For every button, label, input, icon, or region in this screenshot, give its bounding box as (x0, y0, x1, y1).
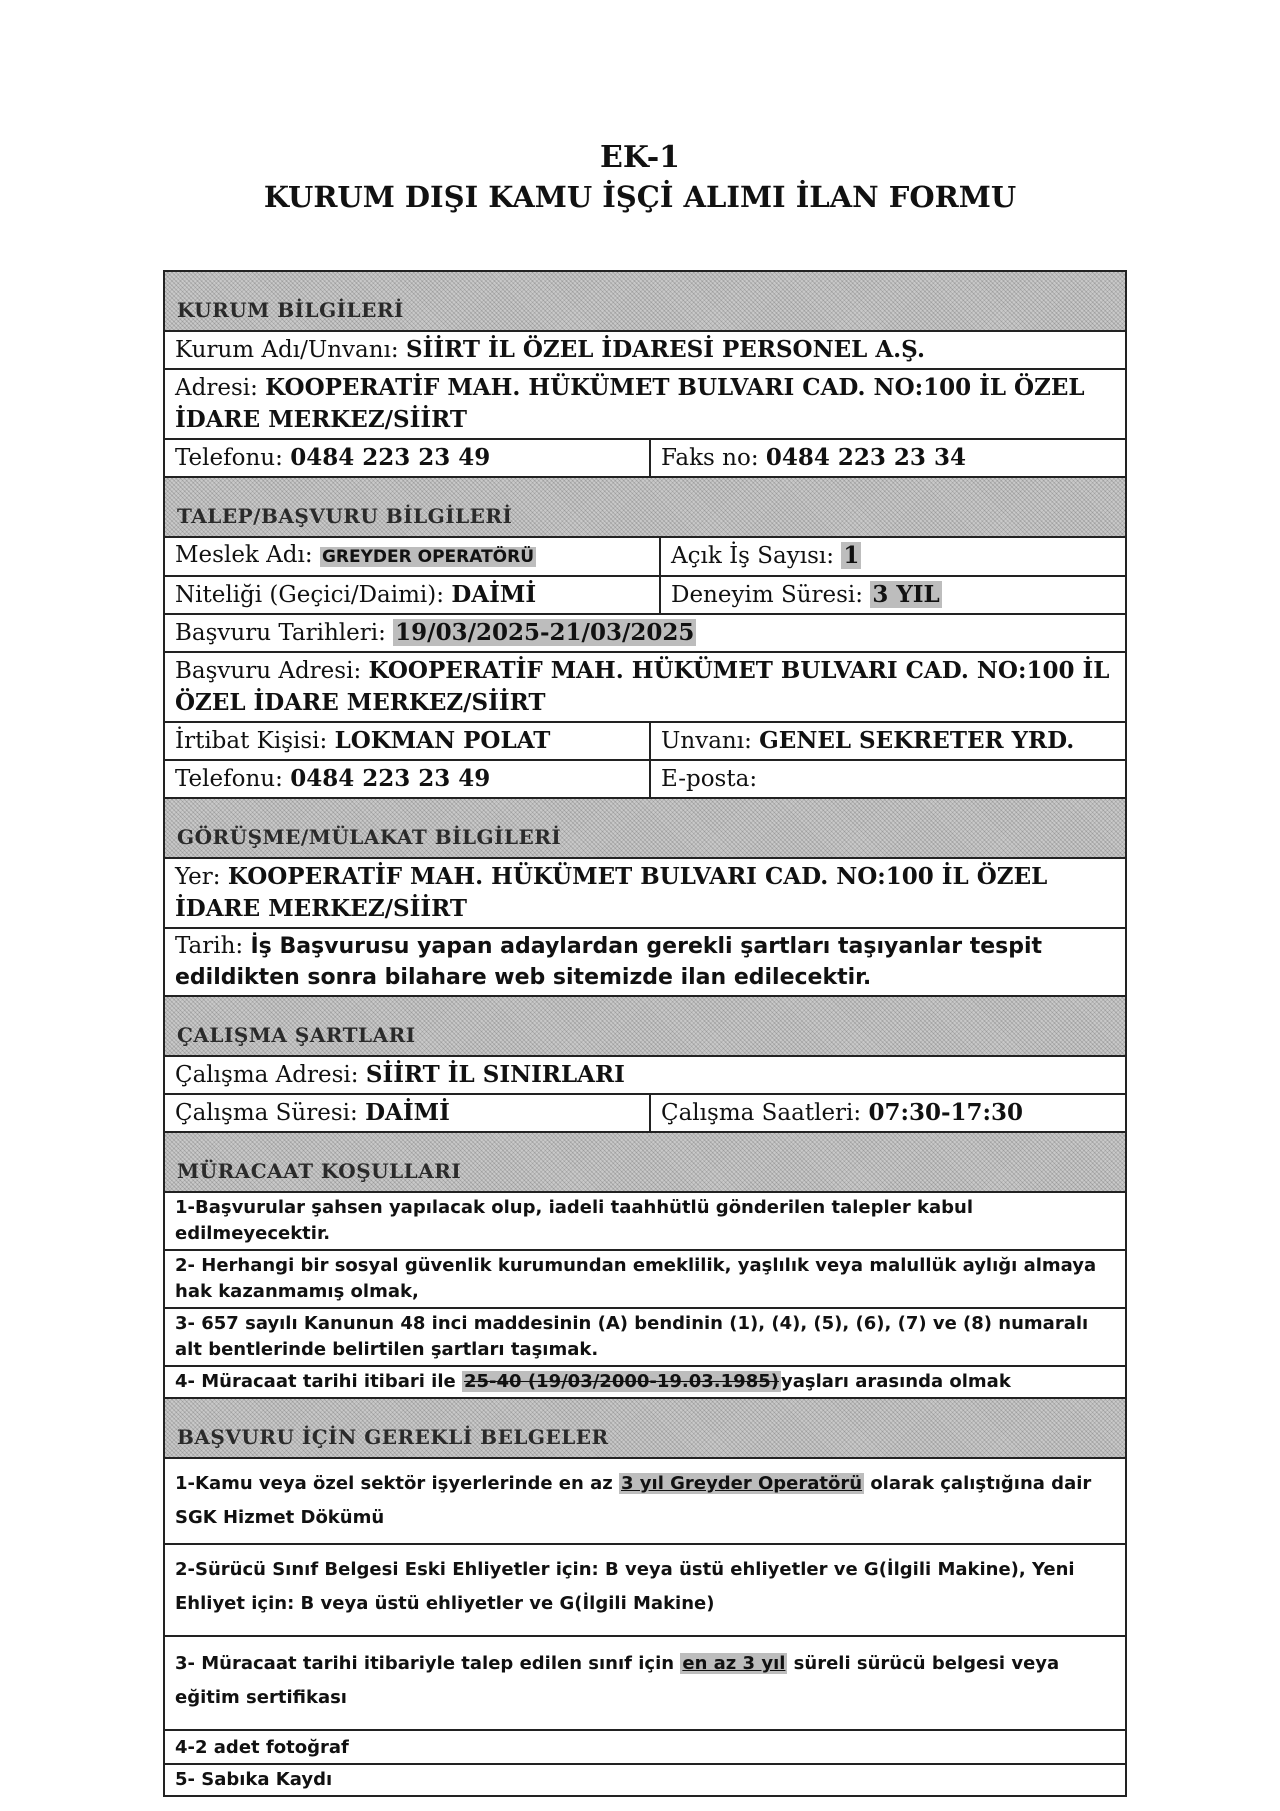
contact-label: İrtibat Kişisi: (175, 728, 328, 754)
experience-label: Deneyim Süresi: (671, 582, 864, 608)
app-address-value: KOOPERATİF MAH. HÜKÜMET BULVARI CAD. NO:100 İL ÖZEL İDARE MERKEZ/SİİRT (175, 657, 1110, 716)
experience-value: 3 YIL (872, 581, 940, 608)
row-kurum-name (165, 332, 1125, 370)
job-value: GREYDER OPERATÖRÜ (321, 547, 535, 567)
kurum-phone-value: 0484 223 23 49 (290, 444, 491, 471)
work-duration-value: DAİMİ (365, 1099, 450, 1126)
interview-date-value: İş Başvurusu yapan adaylardan gerekli şartları taşıyanlar tespit edildikten sonra bilahare web sitemizde ilan edilecektir. (175, 934, 1043, 990)
document-item-1: 1-Kamu veya özel sektör işyerlerinde en az 3 yıl Greyder Operatörü olarak çalıştığına dair SGK Hizmet Dökümü (165, 1459, 1125, 1545)
row-work-address (165, 1057, 1125, 1095)
document-title: KURUM DIŞI KAMU İŞÇİ ALIMI İLAN FORMU (263, 180, 1017, 214)
row-work-duration (165, 1095, 1125, 1133)
open-positions-label: Açık İş Sayısı: (671, 543, 835, 569)
document-item-2: 2-Sürücü Sınıf Belgesi Eski Ehliyetler için: B veya üstü ehliyetler ve G(İlgili Makine), Yeni Ehliyet için: B veya üstü ehliyetler ve G(İlgili Makine) (165, 1545, 1125, 1637)
type-label: Niteliği (Geçici/Daimi): (175, 582, 445, 608)
contact-phone-value: 0484 223 23 49 (290, 765, 491, 792)
job-label: Meslek Adı: (175, 542, 313, 568)
section-header-talep: TALEP/BAŞVURU BİLGİLERİ (165, 478, 1125, 538)
row-interview-date (165, 929, 1125, 997)
condition-item-4: 4- Müracaat tarihi itibari ile 25-40 (19/03/2000-19.03.1985) yaşları arasında olmak (165, 1367, 1125, 1399)
email-label: E-posta: (661, 766, 758, 792)
work-address-value: SİİRT İL SINIRLARI (365, 1061, 625, 1088)
application-form (163, 270, 1127, 1797)
kurum-fax-value: 0484 223 23 34 (765, 444, 966, 471)
contact-phone-label: Telefonu: (175, 766, 283, 792)
doc3-highlight: en az 3 yıl (682, 1653, 786, 1674)
row-kurum-phone-fax (165, 440, 1125, 478)
row-kurum-address (165, 370, 1125, 440)
dates-label: Başvuru Tarihleri: (175, 620, 386, 646)
section-header-muracaat: MÜRACAAT KOŞULLARI (165, 1133, 1125, 1193)
row-job (165, 538, 1125, 577)
row-app-address (165, 653, 1125, 723)
contact-title-value: GENEL SEKRETER YRD. (759, 727, 1075, 754)
work-hours-label: Çalışma Saatleri: (661, 1100, 862, 1126)
row-type-exp (165, 577, 1125, 615)
dates-value: 19/03/2025-21/03/2025 (395, 619, 695, 646)
row-contact (165, 723, 1125, 761)
section-header-belgeler: BAŞVURU İÇİN GEREKLİ BELGELER (165, 1399, 1125, 1459)
work-address-label: Çalışma Adresi: (175, 1062, 359, 1088)
document-code: EK-1 (599, 140, 681, 175)
interview-place-value: KOOPERATİF MAH. HÜKÜMET BULVARI CAD. NO:100 İL ÖZEL İDARE MERKEZ/SİİRT (175, 863, 1048, 922)
app-address-label: Başvuru Adresi: (175, 658, 362, 684)
type-value: DAİMİ (451, 581, 537, 608)
section-header-gorusme: GÖRÜŞME/MÜLAKAT BİLGİLERİ (165, 799, 1125, 859)
doc1-highlight: 3 yıl Greyder Operatörü (621, 1473, 863, 1494)
kurum-fax-label: Faks no: (661, 445, 759, 471)
row-interview-place (165, 859, 1125, 929)
condition-item-3: 3- 657 sayılı Kanunun 48 inci maddesinin (A) bendinin (1), (4), (5), (6), (7) ve (8) numaralı alt bentlerinde belirtilen şartları taşımak. (165, 1309, 1125, 1367)
work-duration-label: Çalışma Süresi: (175, 1100, 358, 1126)
kurum-address-label: Adresi: (175, 375, 258, 401)
condition-item-2: 2- Herhangi bir sosyal güvenlik kurumundan emeklilik, yaşlılık veya malullük aylığı almaya hak kazanmamış olmak, (165, 1251, 1125, 1309)
kurum-name-value: SİİRT İL ÖZEL İDARESİ PERSONEL A.Ş. (406, 336, 925, 363)
document-item-5: 5- Sabıka Kaydı (175, 1769, 333, 1790)
open-positions-value: 1 (843, 542, 860, 569)
document-item-3: 3- Müracaat tarihi itibariyle talep edilen sınıf için en az 3 yıl süreli sürücü belgesi veya eğitim sertifikası (165, 1637, 1125, 1731)
condition-item-1: 1-Başvurular şahsen yapılacak olup, iadeli taahhütlü gönderilen talepler kabul edilmeyecektir. (165, 1193, 1125, 1251)
kurum-phone-label: Telefonu: (175, 445, 283, 471)
row-dates (165, 615, 1125, 653)
interview-date-label: Tarih: (175, 933, 244, 959)
section-header-kurum: KURUM BİLGİLERİ (165, 272, 1125, 332)
contact-value: LOKMAN POLAT (334, 727, 551, 754)
age-range: 25-40 (19/03/2000-19.03.1985) (464, 1371, 779, 1392)
section-header-calisma: ÇALIŞMA ŞARTLARI (165, 997, 1125, 1057)
interview-place-label: Yer: (175, 864, 221, 890)
document-item-4: 4-2 adet fotoğraf (165, 1731, 1125, 1765)
kurum-name-label: Kurum Adı/Unvanı: (175, 337, 399, 363)
work-hours-value: 07:30-17:30 (868, 1099, 1024, 1126)
kurum-address-value: KOOPERATİF MAH. HÜKÜMET BULVARI CAD. NO:100 İL ÖZEL İDARE MERKEZ/SİİRT (175, 374, 1085, 433)
contact-title-label: Unvanı: (661, 728, 752, 754)
row-contact-phone-email (165, 761, 1125, 799)
